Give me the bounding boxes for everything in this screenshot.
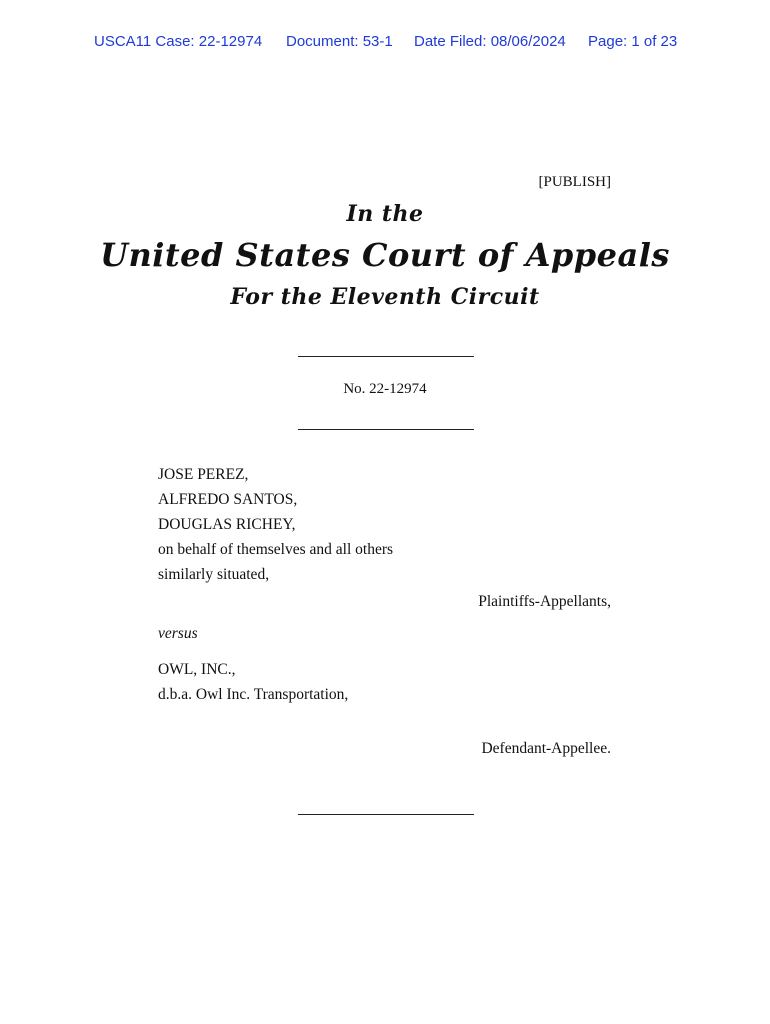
header-page-count: Page: 1 of 23 <box>588 33 678 50</box>
docket-number: No. 22-12974 <box>343 381 427 397</box>
court-name: United States Court of Appeals <box>100 236 670 274</box>
court-in-the: In the <box>346 201 424 227</box>
plaintiff-line: on behalf of themselves and all others <box>158 541 394 558</box>
filing-header <box>0 33 770 53</box>
court-circuit: For the Eleventh Circuit <box>230 284 540 310</box>
header-case-number: USCA11 Case: 22-12974 <box>94 33 263 50</box>
defendant-role: Defendant-Appellee. <box>481 740 611 757</box>
plaintiffs-role: Plaintiffs-Appellants, <box>478 593 611 610</box>
defendant-line: OWL, INC., <box>158 661 236 678</box>
plaintiff-line: ALFREDO SANTOS, <box>158 491 298 508</box>
versus-label: versus <box>158 625 198 642</box>
divider-middle <box>298 429 474 430</box>
plaintiffs-block <box>158 462 393 587</box>
header-document-number: Document: 53-1 <box>286 33 393 50</box>
plaintiff-line: similarly situated, <box>158 566 270 583</box>
plaintiff-line: DOUGLAS RICHEY, <box>158 516 296 533</box>
plaintiff-line: JOSE PEREZ, <box>158 466 249 483</box>
publish-label: [PUBLISH] <box>538 174 611 190</box>
divider-top <box>298 356 474 357</box>
divider-bottom <box>298 814 474 815</box>
header-date-filed: Date Filed: 08/06/2024 <box>414 33 566 50</box>
defendants-block <box>158 657 348 707</box>
defendant-line: d.b.a. Owl Inc. Transportation, <box>158 686 349 703</box>
